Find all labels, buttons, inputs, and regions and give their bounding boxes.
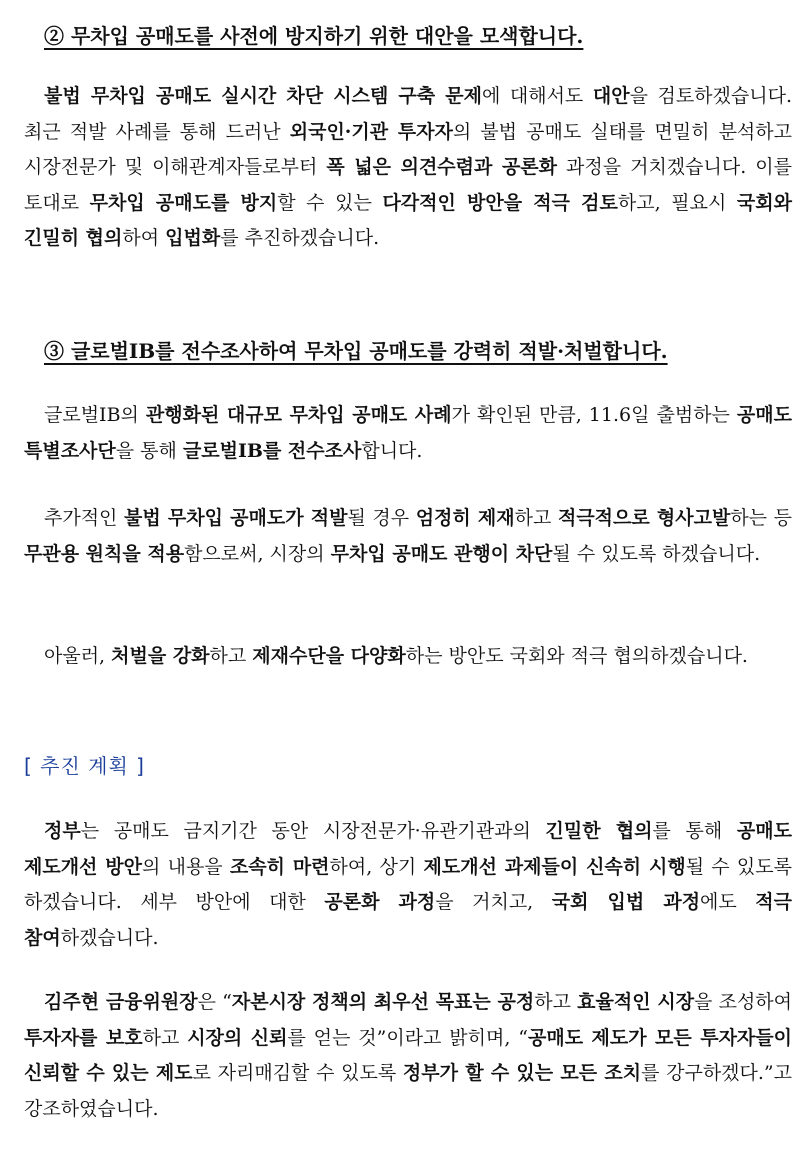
emphasis-text: 국회와 긴밀히 협의 <box>24 191 792 249</box>
body-text: 를 강구하겠다.”고 강조하였습니다. <box>24 1062 792 1120</box>
body-text: 를 통해 <box>652 820 737 842</box>
emphasis-text: 입법화 <box>165 227 221 249</box>
emphasis-text: 관행화된 대규모 무차입 공매도 사례 <box>145 404 452 426</box>
emphasis-text: 무관용 원칙을 적용 <box>24 542 185 565</box>
plan-paragraph-2 <box>24 985 792 1127</box>
emphasis-text: 효율적인 시장 <box>577 991 695 1013</box>
body-text: 를 추진하겠습니다. <box>220 227 380 249</box>
body-text: 의 내용을 <box>141 855 230 878</box>
emphasis-text: 무차입 공매도를 방지 <box>89 191 278 214</box>
emphasis-text: 불법 무차입 공매도가 적발 <box>124 507 348 529</box>
emphasis-text: 제재수단을 다양화 <box>252 645 406 667</box>
body-text: 하고 <box>514 507 558 529</box>
emphasis-text: 공론화 과정 <box>324 891 436 913</box>
body-text: 을 거치고, <box>435 891 552 913</box>
emphasis-text: 조속히 마련 <box>229 855 330 878</box>
emphasis-text: 폭 넓은 의견수렴과 공론화 <box>326 156 558 178</box>
emphasis-text: 정부가 할 수 있는 모든 조치 <box>402 1062 642 1084</box>
body-text: 하여 <box>122 227 166 249</box>
emphasis-text: 자본시장 정책의 최우선 목표는 공정 <box>231 991 535 1013</box>
emphasis-text: 시장의 신뢰 <box>187 1026 288 1049</box>
body-text: 하겠습니다. <box>60 926 159 949</box>
body-text: 함으로써, 시장의 <box>184 542 331 565</box>
emphasis-text: 엄정히 제재 <box>415 507 515 529</box>
section-3-paragraph-2 <box>24 501 792 572</box>
plan-paragraph-1 <box>24 814 792 956</box>
emphasis-text: 공매도 특별조사단 <box>24 404 792 462</box>
body-text: 하여, 상기 <box>329 855 424 878</box>
body-text: 를 얻는 것”이라고 밝히며, “ <box>287 1026 528 1049</box>
emphasis-text: 대안 <box>592 85 630 107</box>
emphasis-text: 공매도 제도개선 방안 <box>24 820 792 878</box>
body-text: 하는 등 <box>730 507 792 529</box>
section-2-heading: ② 무차입 공매도를 사전에 방지하기 위한 대안을 모색합니다. <box>44 24 584 48</box>
section-3-paragraph-3 <box>24 639 792 675</box>
body-text: 하고 <box>534 991 578 1013</box>
emphasis-text: 정부 <box>44 820 81 842</box>
body-text: 로 자리매김할 수 있도록 <box>192 1062 403 1084</box>
emphasis-text: 적극적으로 형사고발 <box>557 507 731 529</box>
section-3-heading: ③ 글로벌IB를 전수조사하여 무차입 공매도를 강력히 적발·처벌합니다. <box>44 339 668 363</box>
body-text: 하고 <box>142 1026 188 1049</box>
emphasis-text: 투자자를 보호 <box>24 1026 143 1049</box>
body-text: 에도 <box>700 891 756 913</box>
body-text: 합니다. <box>361 439 423 462</box>
body-text: 하는 방안도 국회와 적극 협의하겠습니다. <box>405 645 748 667</box>
section-3-paragraph-1 <box>24 398 792 469</box>
body-text: 과정을 거치겠습니다. 이를 토대로 <box>24 156 792 214</box>
body-text: 추가적인 <box>44 507 125 529</box>
body-text: 은 “ <box>197 991 232 1013</box>
emphasis-text: 김주현 금융위원장 <box>44 991 198 1013</box>
body-text: 할 수 있는 <box>277 191 383 214</box>
emphasis-text: 외국인·기관 투자자 <box>289 120 453 143</box>
body-text: 글로벌IB의 <box>44 404 146 426</box>
emphasis-text: 국회 입법 과정 <box>551 891 701 913</box>
body-text: 을 검토하겠습니다. 최근 적발 사례를 통해 드러난 <box>24 85 792 143</box>
body-text: 될 수 있도록 하겠습니다. 세부 방안에 대한 <box>24 855 792 913</box>
emphasis-text: 긴밀한 협의 <box>545 820 653 842</box>
body-text: 하고, 필요시 <box>617 191 737 214</box>
emphasis-text: 글로벌IB를 전수조사 <box>182 439 362 462</box>
body-text: 될 경우 <box>347 507 416 529</box>
body-text: 의 불법 공매도 실태를 면밀히 분석하고 시장전문가 및 이해관계자들로부터 <box>24 120 792 178</box>
emphasis-text: 불법 무차입 공매도 실시간 차단 시스템 구축 문제 <box>44 85 482 107</box>
emphasis-text: 무차입 공매도 관행이 차단 <box>330 542 553 565</box>
body-text: 가 확인된 만큼, 11.6일 출범하는 <box>451 404 737 426</box>
emphasis-text: 처벌을 강화 <box>111 645 210 667</box>
emphasis-text: 제도개선 과제들이 신속히 시행 <box>423 855 686 878</box>
emphasis-text: 공매도 제도가 모든 투자자들이 신뢰할 수 있는 제도 <box>24 1026 792 1084</box>
section-2-paragraph <box>24 79 792 257</box>
plan-section-label: [ 추진 계획 ] <box>24 754 145 778</box>
body-text: 하고 <box>209 645 253 667</box>
body-text: 아울러, <box>44 645 112 667</box>
body-text: 는 공매도 금지기간 동안 시장전문가·유관기관과의 <box>80 820 546 842</box>
body-text: 을 조성하여 <box>694 991 793 1013</box>
emphasis-text: 적극 참여 <box>24 891 792 949</box>
body-text: 에 대해서도 <box>481 85 593 107</box>
body-text: 될 수 있도록 하겠습니다. <box>552 542 761 565</box>
emphasis-text: 다각적인 방안을 적극 검토 <box>382 191 618 214</box>
body-text: 을 통해 <box>115 439 183 462</box>
